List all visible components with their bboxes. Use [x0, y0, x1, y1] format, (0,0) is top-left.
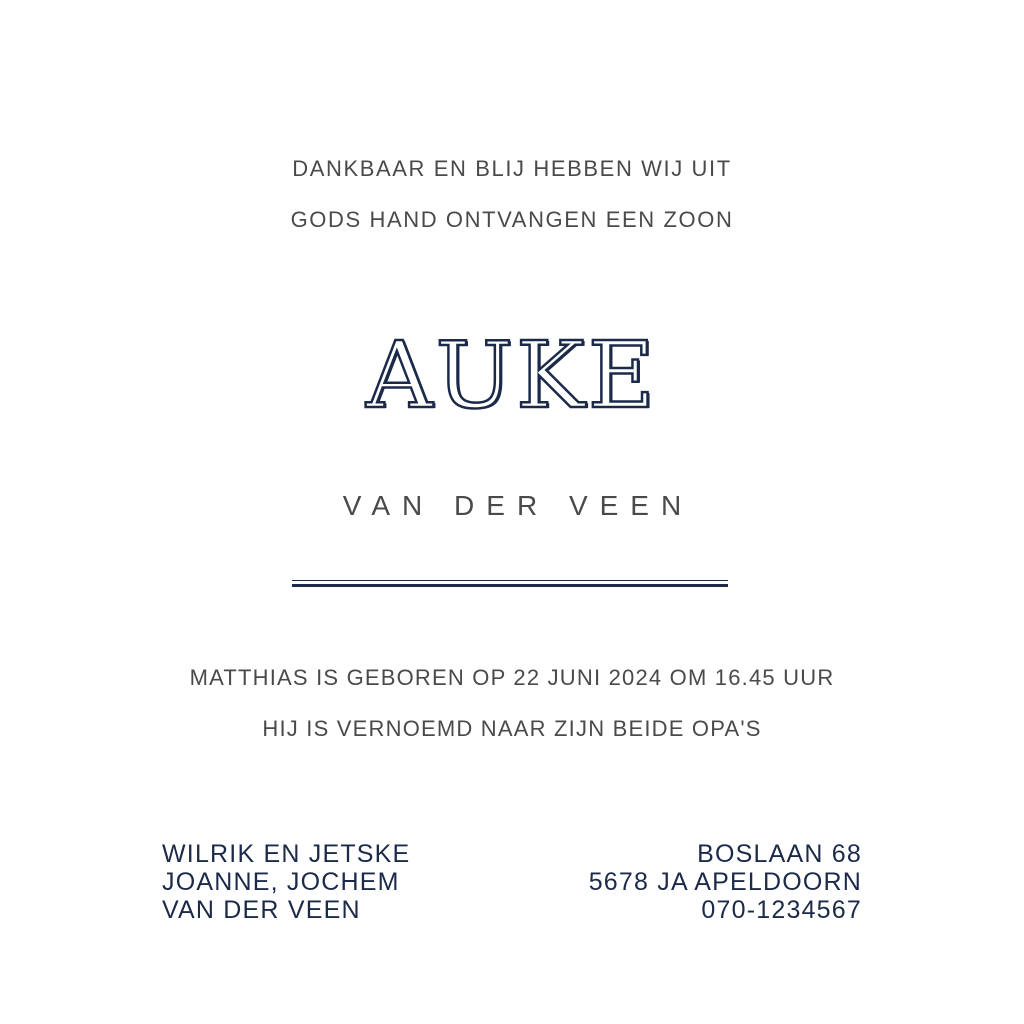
- parents-block: [162, 840, 410, 924]
- parents-line-1: WILRIK EN JETSKE: [162, 840, 411, 868]
- parents-line-3: VAN DER VEEN: [162, 896, 361, 924]
- address-block: [589, 840, 862, 924]
- naming-note-line: HIJ IS VERNOEMD NAAR ZIJN BEIDE OPA'S: [262, 716, 762, 741]
- birth-details-line: MATTHIAS IS GEBOREN OP 22 JUNI 2024 OM 16.45 UUR: [189, 665, 835, 690]
- address-city: 5678 JA APELDOORN: [588, 868, 862, 896]
- baby-first-name: AUKE: [366, 322, 658, 429]
- baby-last-name: VAN DER VEEN: [342, 490, 694, 521]
- double-line-divider: [292, 580, 728, 587]
- divider-thick-line: [292, 584, 728, 587]
- intro-line-1: DANKBAAR EN BLIJ HEBBEN WIJ UIT: [292, 156, 732, 181]
- intro-line-2: GODS HAND ONTVANGEN EEN ZOON: [290, 207, 734, 232]
- address-street: BOSLAAN 68: [697, 840, 862, 868]
- address-phone: 070-1234567: [701, 896, 862, 924]
- parents-line-2: JOANNE, JOCHEM: [162, 868, 400, 896]
- divider-thin-line: [292, 580, 728, 581]
